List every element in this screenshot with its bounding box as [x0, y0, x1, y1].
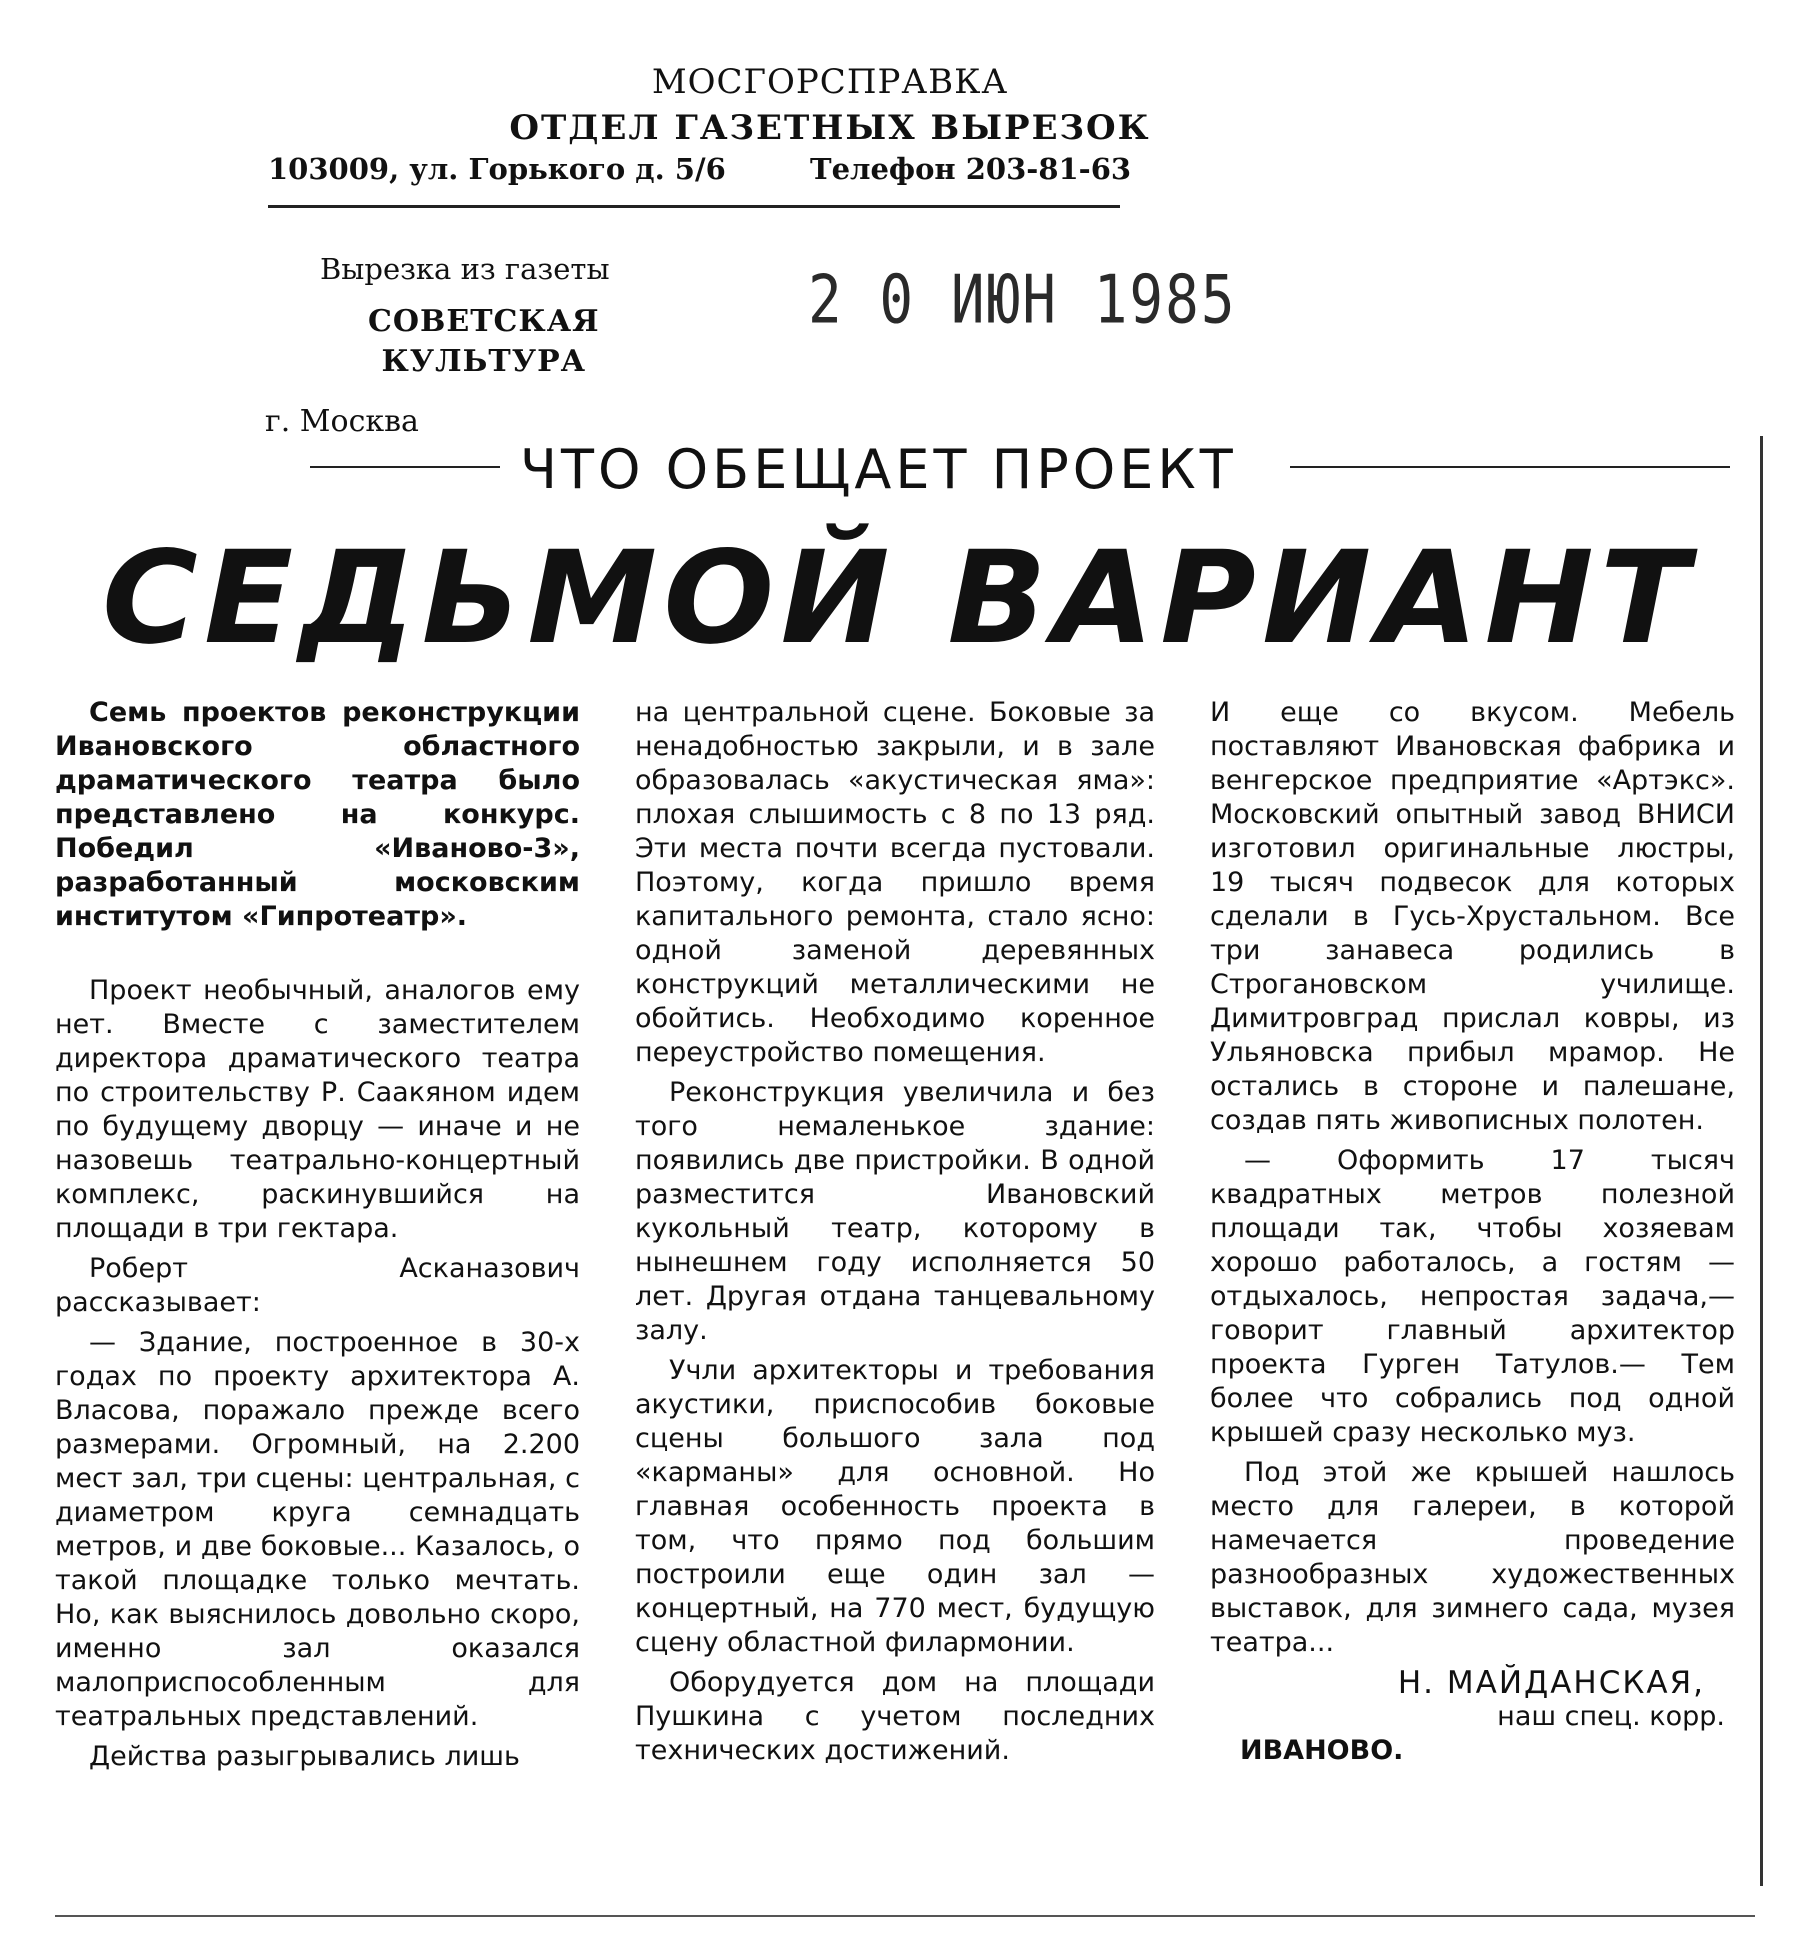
author-name: Н. МАЙДАНСКАЯ,	[1397, 1665, 1705, 1701]
clipping-label: Вырезка из газеты	[320, 252, 610, 286]
clipping-right-border	[1760, 436, 1763, 1886]
article-paragraph: Действа разыгрывались лишь	[89, 1741, 520, 1772]
article-paragraph: И еще со вкусом. Мебель поставляют Ивановская фабрика и венгерское предприятие «Артэкс». Московский опытный завод ВНИСИ изготовил оригинальные люстры, 19 тысяч подвесок для которых сделали в Гусь-Хрустальном. Все три занавеса родились в Строгановском училище. Димитровград прислал ковры, из Ульяновска прибыл мрамор. Не остались в стороне и палешане, создав пять живописных полотен.	[1210, 697, 1735, 1136]
agency-phone: Телефон 203-81-63	[810, 152, 1132, 186]
article-lead: Семь проектов реконструкции Ивановского областного драматического театра было представлено на конкурс. Победил «Иваново-3», разработанный московским институтом «Гипротеатр».	[55, 697, 580, 932]
article-column-3	[1210, 696, 1735, 1768]
article-paragraph: Учли архитекторы и требования акустики, приспособив боковые сцены большого зала под «карманы» для основной. Но главная особенность проекта в том, что прямо под большим построили еще один зал — концертный, на 770 мест, будущую сцену областной филармонии.	[635, 1355, 1155, 1658]
department-name: ОТДЕЛ ГАЗЕТНЫХ ВЫРЕЗОК	[509, 108, 1151, 148]
article-column-2	[635, 696, 1155, 1774]
kicker-rule-right	[1290, 466, 1730, 468]
article-column-1	[55, 696, 580, 1780]
kicker-rule-left	[310, 466, 500, 468]
article-paragraph: Под этой же крышей нашлось место для галереи, в которой намечается проведение разнообразных художественных выставок, для зимнего сада, музея театра...	[1210, 1457, 1735, 1658]
newspaper-title-line2: КУЛЬТУРА	[381, 344, 587, 379]
article-paragraph: — Здание, построенное в 30-х годах по проекту архитектора А. Власова, поражало прежде всего размерами. Огромный, на 2.200 мест зал, три сцены: центральная, с диаметром круга семнадцать метров, и две боковые... Казалось, о такой площадке только мечтать. Но, как выяснилось довольно скоро, именно зал оказался малоприспособленным для театральных представлений.	[55, 1327, 580, 1732]
article-paragraph: Роберт Асканазович рассказывает:	[55, 1253, 580, 1318]
date-stamp: 2 0 ИЮН 1985	[808, 261, 1237, 340]
article-paragraph: на центральной сцене. Боковые за ненадобностью закрыли, и в зале образовалась «акустическая яма»: плохая слышимость с 8 по 13 ряд. Эти места почти всегда пустовали. Поэтому, когда пришло время капитального ремонта, стало ясно: одной заменой деревянных конструкций металлическими не обойтись. Необходимо коренное переустройство помещения.	[635, 697, 1155, 1068]
agency-name: МОСГОРСПРАВКА	[651, 62, 1009, 102]
article-kicker: ЧТО ОБЕЩАЕТ ПРОЕКТ	[520, 438, 1237, 501]
agency-address: 103009, ул. Горького д. 5/6	[268, 152, 726, 186]
header-divider	[268, 205, 1120, 208]
dateline: ИВАНОВО.	[1240, 1735, 1404, 1766]
article-paragraph: Оборудуется дом на площади Пушкина с учетом последних технических достижений.	[635, 1667, 1155, 1766]
article-headline: СЕДЬМОЙ ВАРИАНТ	[102, 524, 1696, 673]
newspaper-city: г. Москва	[265, 404, 419, 439]
newspaper-title-line1: СОВЕТСКАЯ	[368, 304, 600, 339]
newspaper-title	[368, 302, 600, 382]
article-paragraph: Реконструкция увеличила и без того немаленькое здание: появились две пристройки. В одной разместится Ивановский кукольный театр, которому в нынешнем году исполняется 50 лет. Другая отдана танцевальному залу.	[635, 1077, 1155, 1346]
author-role: наш спец. корр.	[1497, 1701, 1725, 1732]
article-paragraph: — Оформить 17 тысяч квадратных метров полезной площади так, чтобы хозяевам хорошо работалось, а гостям — отдыхалось, непростая задача,— говорит главный архитектор проекта Гурген Татулов.— Тем более что собрались под одной крышей сразу несколько муз.	[1210, 1145, 1735, 1448]
bottom-divider	[55, 1915, 1755, 1917]
article-paragraph: Проект необычный, аналогов ему нет. Вместе с заместителем директора драматического театра по строительству Р. Саакяном идем по будущему дворцу — иначе и не назовешь театрально-концертный комплекс, раскинувшийся на площади в три гектара.	[55, 975, 580, 1244]
